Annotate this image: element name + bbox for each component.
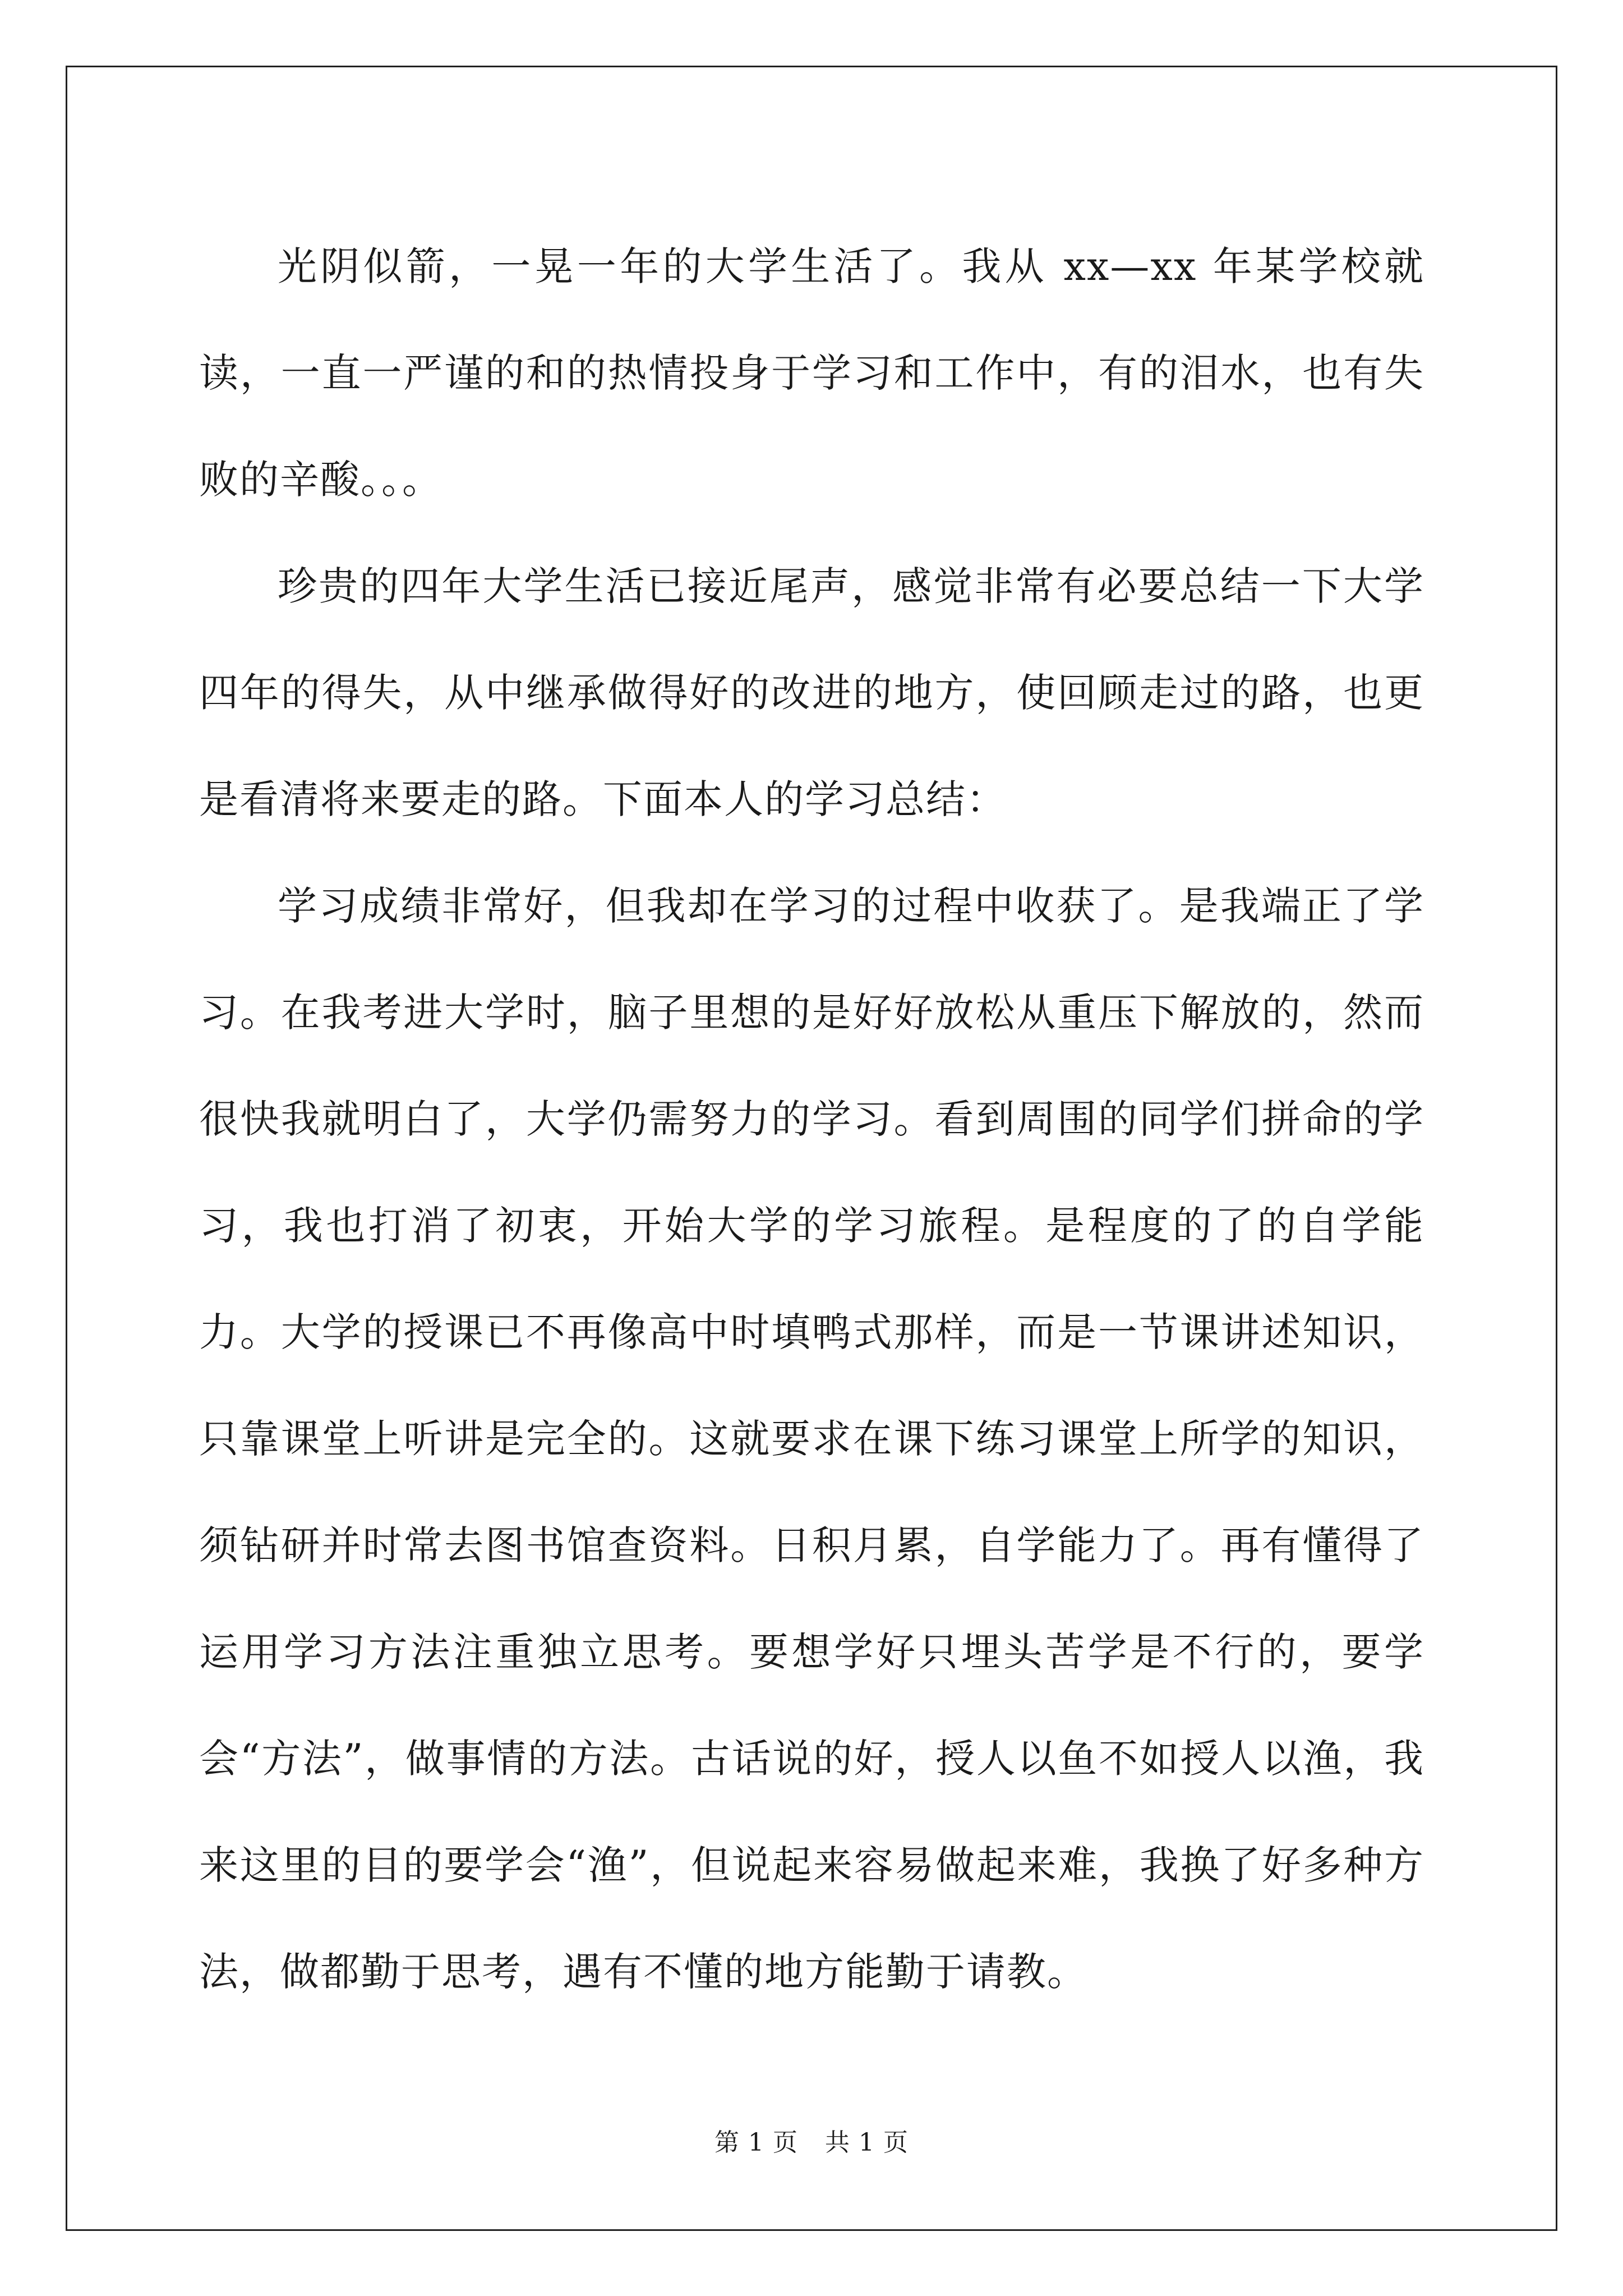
page-number-current: 第 1 页 (714, 2128, 798, 2157)
page-footer (0, 2126, 1623, 2160)
page-number-total: 共 1 页 (825, 2128, 909, 2157)
paragraph-summary-purpose: 珍贵的四年大学生活已接近尾声，感觉非常有必要总结一下大学四年的得失，从中继承做得好的改进的地方，使回顾走过的路，也更是看清将来要走的路。下面本人的学习总结： (199, 563, 1424, 822)
paragraph-intro: 光阴似箭，一晃一年的大学生活了。我从 xx—xx 年某学校就读，一直一严谨的和的热情投身于学习和工作中，有的泪水，也有失败的辛酸。。。 (199, 243, 1424, 503)
paragraph-study: 学习成绩非常好，但我却在学习的过程中收获了。是我端正了学习。在我考进大学时，脑子里想的是好好放松从重压下解放的，然而很快我就明白了，大学仍需努力的学习。看到周围的同学们拼命的学习，我也打消了初衷，开始大学的学习旅程。是程度的了的自学能力。大学的授课已不再像高中时填鸭式那样，而是一节课讲述知识，只靠课堂上听讲是完全的。这就要求在课下练习课堂上所学的知识，须钻研并时常去图书馆查资料。日积月累，自学能力了。再有懂得了运用学习方法注重独立思考。要想学好只埋头苦学是不行的，要学会“方法”，做事情的方法。古话说的好，授人以鱼不如授人以渔，我来这里的目的要学会“渔”，但说起来容易做起来难，我换了好多种方法，做都勤于思考，遇有不懂的地方能勤于请教。 (199, 883, 1424, 1995)
document-body (199, 213, 1424, 2025)
